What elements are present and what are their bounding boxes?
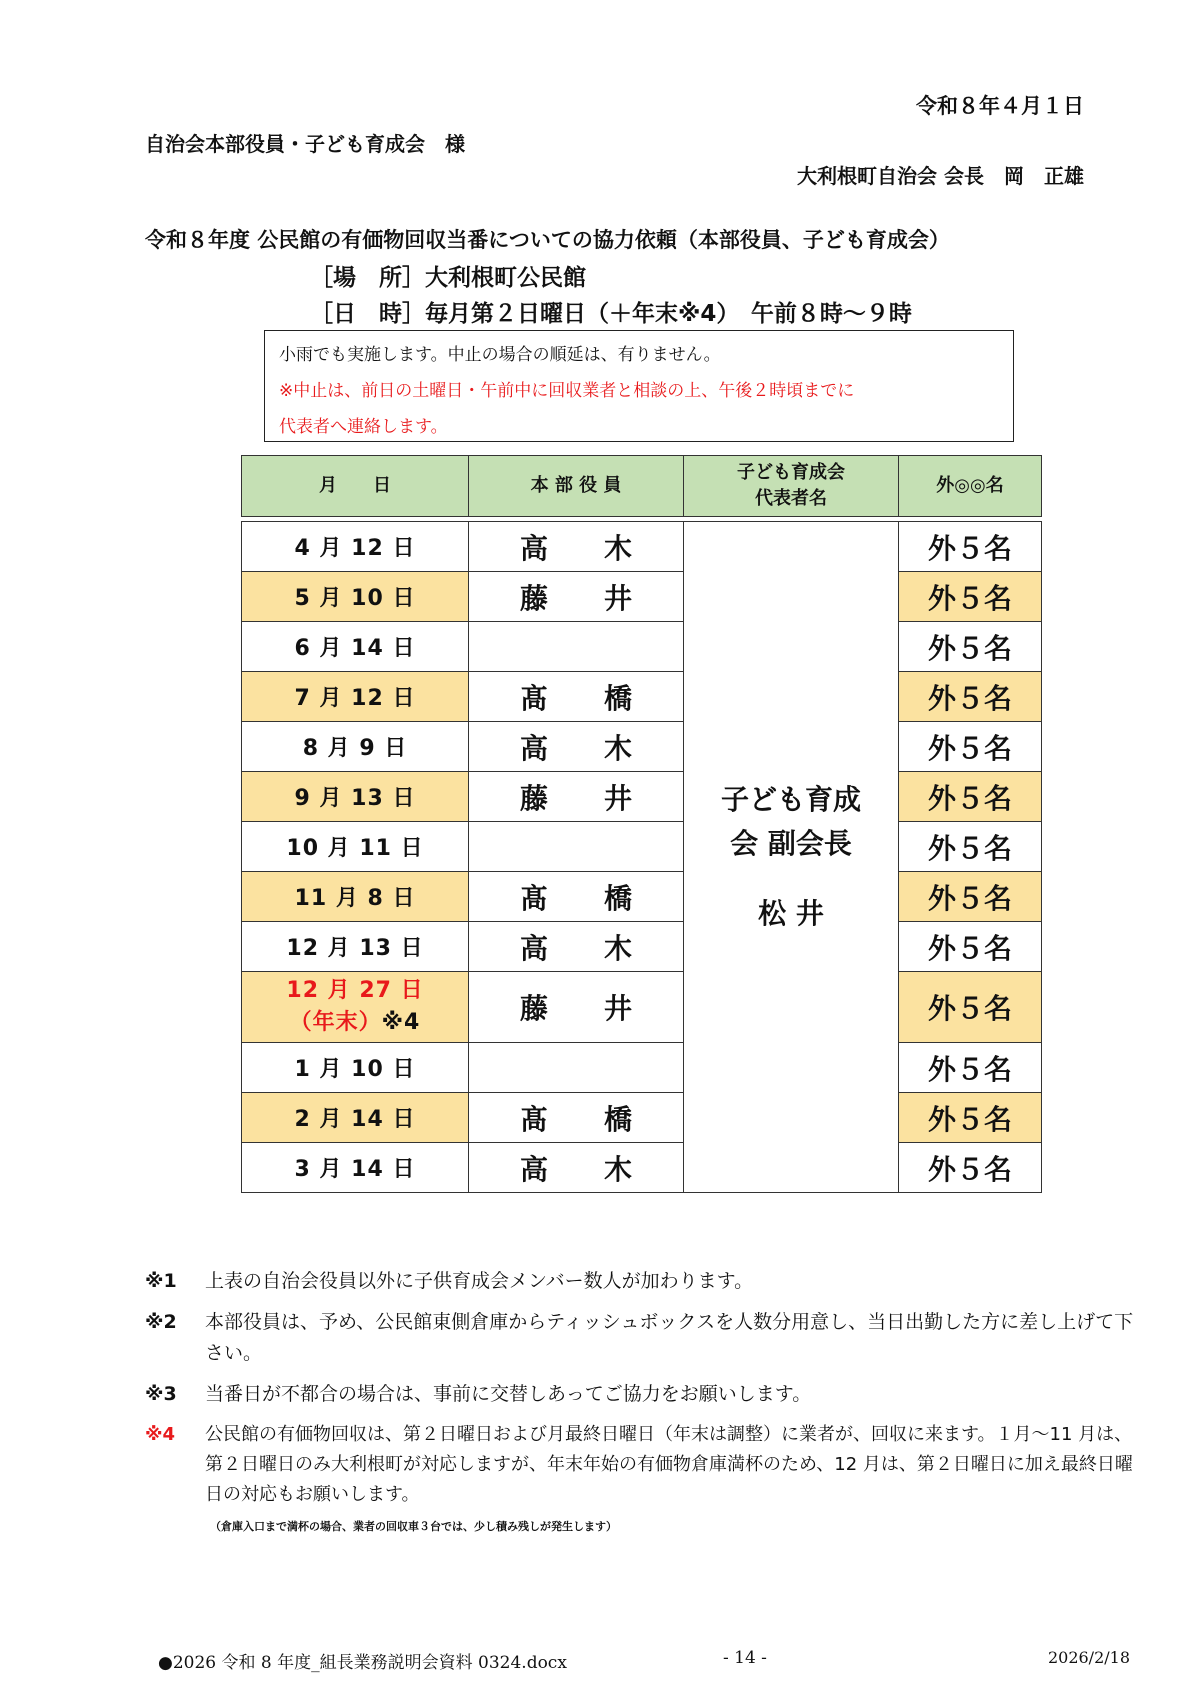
table-row (242, 722, 1042, 772)
document-date: 令和８年４月１日 (916, 94, 1084, 118)
schedule-table (241, 455, 1042, 1193)
header-others: 外◎◎名 (899, 456, 1042, 517)
row-others: 外５名 (899, 722, 1042, 772)
header-date: 月 日 (242, 456, 469, 517)
row-date: 9 月 13 日 (242, 772, 469, 822)
row-others: 外５名 (899, 672, 1042, 722)
footnote-1 (145, 1266, 1135, 1297)
row-officer (469, 822, 684, 872)
table-row (242, 1093, 1042, 1143)
row-date: 3 月 14 日 (242, 1143, 469, 1193)
notice-line-3: 代表者へ連絡します。 (279, 417, 448, 437)
header-representative (684, 456, 899, 517)
year-end-label: （年末） (289, 1010, 382, 1035)
row-date: 10 月 11 日 (242, 822, 469, 872)
footer-filename: ●2026 令和 8 年度_組長業務説明会資料 0324.docx (158, 1653, 567, 1673)
document-title: 令和８年度 公民館の有価物回収当番についての協力依頼（本部役員、子ども育成会） (145, 228, 950, 252)
row-date: 5 月 10 日 (242, 572, 469, 622)
footnote-text: 公民館の有価物回収は、第２日曜日および月最終日曜日（年末は調整）に業者が、回収に来ます。１月～11 月は、第２日曜日のみ大利根町が対応しますが、年末年始の有価物倉庫満杯のため、12 月は、第２日曜日に加え最終日曜日の対応もお願いします。 (205, 1424, 1133, 1505)
row-date: 4 月 12 日 (242, 522, 469, 572)
row-officer (469, 1043, 684, 1093)
row-date: 12 月 13 日 (242, 922, 469, 972)
place-line: ［場 所］大利根町公民館 (310, 265, 586, 291)
notice-box (264, 330, 1014, 442)
row-date: 1 月 10 日 (242, 1043, 469, 1093)
rep-line3: 松 井 (758, 897, 824, 930)
footnotes (145, 1266, 1135, 1534)
footnote-mark: ※4 (145, 1424, 176, 1445)
footnote-mark: ※1 (145, 1270, 177, 1292)
row-others: 外５名 (899, 922, 1042, 972)
row-date-year-end (242, 972, 469, 1043)
header-officer: 本 部 役 員 (469, 456, 684, 517)
row-others: 外５名 (899, 1093, 1042, 1143)
row-others: 外５名 (899, 622, 1042, 672)
representative-cell (684, 522, 899, 1193)
footnote-text: 上表の自治会役員以外に子供育成会メンバー数人が加わります。 (205, 1270, 754, 1292)
row-officer: 藤 井 (469, 772, 684, 822)
row-others: 外５名 (899, 522, 1042, 572)
footnote-mark: ※2 (145, 1311, 177, 1333)
footnote-3 (145, 1379, 1135, 1410)
footnote-2 (145, 1307, 1135, 1369)
footnote-text: 本部役員は、予め、公民館東側倉庫からティッシュボックスを人数分用意し、当日出勤した方に差し上げて下さい。 (205, 1311, 1134, 1364)
year-end-date: 12 月 27 日 (286, 978, 424, 1003)
row-others: 外５名 (899, 572, 1042, 622)
row-officer: 高 木 (469, 1143, 684, 1193)
row-others: 外５名 (899, 772, 1042, 822)
row-officer: 髙 橋 (469, 1093, 684, 1143)
table-row (242, 522, 1042, 572)
row-others: 外５名 (899, 872, 1042, 922)
table-row (242, 822, 1042, 872)
addressee: 自治会本部役員・子ども育成会 様 (145, 132, 465, 156)
row-officer (469, 622, 684, 672)
table-row (242, 572, 1042, 622)
footnote-text: 当番日が不都合の場合は、事前に交替しあってご協力をお願いします。 (205, 1383, 812, 1405)
header-rep-line2: 代表者名 (755, 488, 827, 509)
row-officer: 高 木 (469, 522, 684, 572)
year-end-mark: ※4 (381, 1010, 421, 1035)
row-date: 8 月 9 日 (242, 722, 469, 772)
table-row (242, 872, 1042, 922)
row-date: 2 月 14 日 (242, 1093, 469, 1143)
header-rep-line1: 子ども育成会 (737, 462, 845, 483)
rep-line1: 子ども育成 (720, 783, 861, 816)
subnote: （倉庫入口まで満杯の場合、業者の回収車３台では、少し積み残しが発生します） (210, 1520, 617, 1533)
table-row-year-end (242, 972, 1042, 1043)
row-officer: 髙 橋 (469, 872, 684, 922)
table-row (242, 622, 1042, 672)
row-others: 外５名 (899, 972, 1042, 1043)
notice-line-1: 小雨でも実施します。中止の場合の順延は、有りません。 (279, 345, 721, 365)
footnote-4 (145, 1420, 1135, 1510)
row-date: 11 月 8 日 (242, 872, 469, 922)
table-row (242, 672, 1042, 722)
notice-line-2: ※中止は、前日の土曜日・午前中に回収業者と相談の上、午後２時頃までに (279, 381, 855, 401)
row-others: 外５名 (899, 1043, 1042, 1093)
footer-page-number: - 14 - (723, 1648, 767, 1668)
row-officer: 高 木 (469, 922, 684, 972)
sender: 大利根町自治会 会長 岡 正雄 (797, 164, 1084, 188)
row-officer: 藤 井 (469, 572, 684, 622)
table-header-row (242, 456, 1042, 517)
row-officer: 藤 井 (469, 972, 684, 1043)
rep-line2: 会 副会長 (730, 827, 852, 860)
row-officer: 高 木 (469, 722, 684, 772)
row-officer: 髙 橋 (469, 672, 684, 722)
row-date: 7 月 12 日 (242, 672, 469, 722)
row-date: 6 月 14 日 (242, 622, 469, 672)
time-line: ［日 時］毎月第２日曜日（＋年末※4） 午前８時～９時 (310, 301, 912, 327)
footer-date: 2026/2/18 (1047, 1648, 1130, 1667)
row-others: 外５名 (899, 1143, 1042, 1193)
footnote-mark: ※3 (145, 1383, 177, 1405)
table-row (242, 1143, 1042, 1193)
table-row (242, 772, 1042, 822)
table-row (242, 1043, 1042, 1093)
table-row (242, 922, 1042, 972)
row-others: 外５名 (899, 822, 1042, 872)
